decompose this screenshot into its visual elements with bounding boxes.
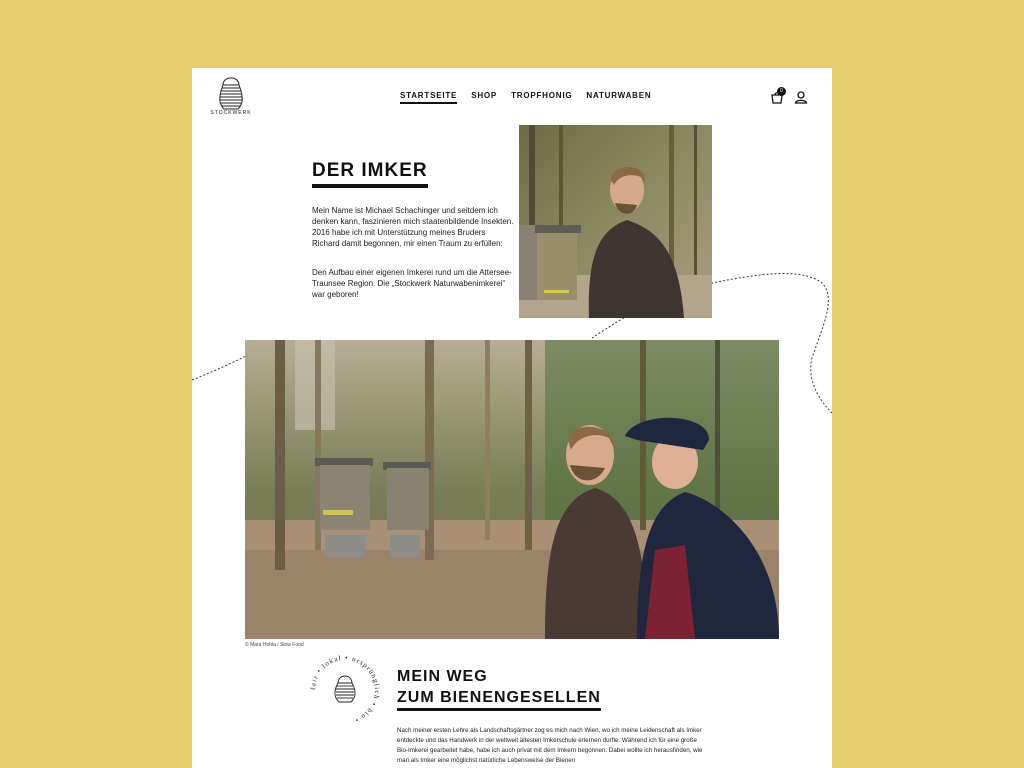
nav-shop[interactable]: SHOP xyxy=(471,91,498,100)
photo-credit: © Mara Hohla / Slow Food xyxy=(245,642,304,648)
main-nav xyxy=(400,91,651,104)
section-title-mein-weg xyxy=(397,666,601,711)
user-icon[interactable] xyxy=(794,90,808,104)
title-line-2: ZUM BIENENGESELLEN xyxy=(397,687,601,711)
fair-lokal-bio-stamp-icon xyxy=(307,652,383,728)
nav-naturwaben[interactable]: NATURWABEN xyxy=(586,91,652,100)
beekeeper-portrait-photo xyxy=(519,125,712,318)
intro-paragraph-2: Den Aufbau einer eigenen Imkerei rund um die Attersee-Traunsee Region. Die „Stockwerk Naturwabenimkerei“ war geboren! xyxy=(312,268,512,299)
section-title-der-imker: DER IMKER xyxy=(312,160,428,188)
title-line-1: MEIN WEG xyxy=(397,668,488,685)
intro-paragraph-1: Mein Name ist Michael Schachinger und seitdem ich denken kann, faszinieren mich staatenbildende Insekten. 2016 habe ich mit Unterstützung meines Bruders Richard damit begonnen, mir einen Traum zu erfüllen: xyxy=(312,206,514,248)
section2-paragraph: Nach meiner ersten Lehre als Landschaftsgärtner zog es mich nach Wien, wo ich meine Leidenschaft als Imker entdeckte und das Handwerk in der weltweit ältesten Imkerschule erlernen durfte. Während ich für eine große Bio-Imkerei gearbeitet habe, habe ich auch privat mit dem Imkern begonnen: Dabei wollte ich herausfinden, wie man als Imker eine möglichst natürliche Lebensweise der Bienen xyxy=(397,727,703,764)
nav-startseite[interactable]: STARTSEITE xyxy=(400,91,457,104)
cart-count-badge: 0 xyxy=(777,87,786,96)
nav-tropfhonig[interactable]: TROPFHONIG xyxy=(511,91,573,100)
forest-beekeepers-photo xyxy=(245,340,779,639)
logo-wordmark: STOCKWERK xyxy=(210,110,252,116)
website-page xyxy=(192,68,832,768)
svg-text:fair • lokal • ursprünglich •: fair • lokal • ursprünglich • bio • xyxy=(308,653,382,725)
